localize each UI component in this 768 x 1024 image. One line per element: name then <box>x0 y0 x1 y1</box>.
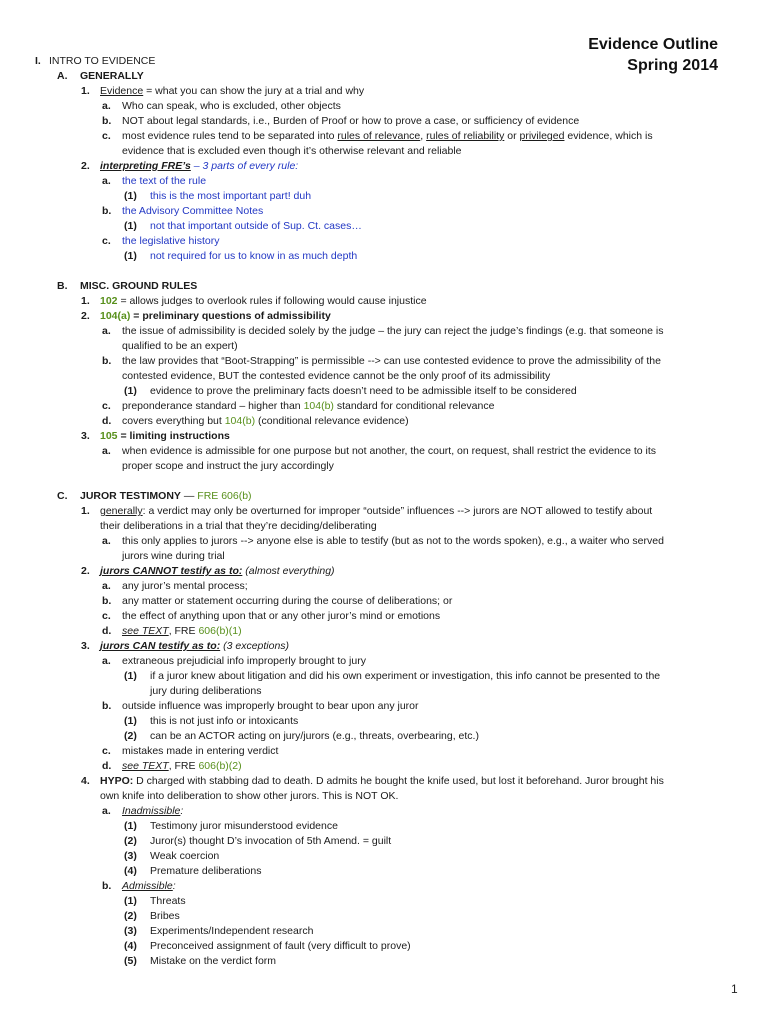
subitem-text: this only applies to jurors --> anyone else is able to testify (but as not to the words spoken), e.g., a waiter who served <box>122 535 664 547</box>
item-number: 1. <box>81 505 90 517</box>
item-heading: jurors CANNOT testify as to: <box>100 565 243 577</box>
part-heading <box>0 54 768 69</box>
point-number: (2) <box>124 730 137 742</box>
subitem-C2a <box>0 579 768 594</box>
subitem-text: the legislative history <box>122 235 220 247</box>
item-heading: interpreting FRE’s <box>100 160 191 172</box>
rule-reference: 105 <box>100 430 118 442</box>
subitem-letter: a. <box>102 325 111 337</box>
part-title: INTRO TO EVIDENCE <box>49 55 156 67</box>
subitem-C3a <box>0 654 768 669</box>
subitem-letter: d. <box>102 625 112 637</box>
point-number: (3) <box>124 850 137 862</box>
point-C4b2 <box>0 909 768 924</box>
defined-term: Evidence <box>100 85 144 97</box>
subitem-B3a <box>0 444 768 459</box>
point-number: (4) <box>124 940 137 952</box>
subitem-A1a <box>0 99 768 114</box>
subitem-text: or <box>504 130 520 142</box>
point-number: (1) <box>124 670 137 682</box>
point-number: (4) <box>124 865 137 877</box>
point-C4b1 <box>0 894 768 909</box>
rule-reference: 104(a) <box>100 310 131 322</box>
subitem-C1a-continued <box>0 549 768 564</box>
item-number: 3. <box>81 640 90 652</box>
item-number: 1. <box>81 295 90 307</box>
subitem-B2b <box>0 354 768 369</box>
point-C4a1 <box>0 819 768 834</box>
point-text: Experiments/Independent research <box>150 925 314 937</box>
item-text: = what you can show the jury at a trial and why <box>143 85 365 97</box>
item-number: 3. <box>81 430 90 442</box>
subitem-heading: Inadmissible <box>122 805 181 817</box>
subitem-letter: b. <box>102 115 112 127</box>
subitem-C3b <box>0 699 768 714</box>
rule-reference: 104(b) <box>303 400 334 412</box>
subitem-letter: a. <box>102 100 111 112</box>
point-C4b4 <box>0 939 768 954</box>
item-C4-continued <box>0 789 768 804</box>
point-B2b1 <box>0 384 768 399</box>
subitem-text: evidence that is excluded even though it’s otherwise relevant and reliable <box>122 145 462 157</box>
section-title: MISC. GROUND RULES <box>80 280 198 292</box>
subitem-A2a <box>0 174 768 189</box>
document-title: Evidence Outline <box>588 36 718 53</box>
subitem-letter: a. <box>102 580 111 592</box>
subitem-B2d <box>0 414 768 429</box>
subitem-C2b <box>0 594 768 609</box>
item-heading: jurors CAN testify as to: <box>100 640 221 652</box>
subitem-letter: b. <box>102 880 112 892</box>
subitem-letter: b. <box>102 700 112 712</box>
rule-reference: 606(b)(1) <box>198 625 242 637</box>
item-number: 1. <box>81 85 90 97</box>
point-number: (5) <box>124 955 137 967</box>
blank-line <box>0 474 768 489</box>
subitem-text: the effect of anything upon that or any other juror’s mind or emotions <box>122 610 441 622</box>
point-number: (3) <box>124 925 137 937</box>
point-text: Preconceived assignment of fault (very difficult to prove) <box>150 940 411 952</box>
subitem-text: extraneous prejudicial info improperly brought to jury <box>122 655 366 667</box>
point-text: Juror(s) thought D’s invocation of 5th Amend. = guilt <box>150 835 392 847</box>
underlined-term: rules of relevance <box>337 130 421 142</box>
item-note: (3 exceptions) <box>220 640 290 652</box>
point-number: (1) <box>124 250 137 262</box>
section-title: GENERALLY <box>80 70 144 82</box>
subitem-text: standard for conditional relevance <box>333 400 495 412</box>
item-C1-continued <box>0 519 768 534</box>
point-A2a1 <box>0 189 768 204</box>
subitem-C1a <box>0 534 768 549</box>
item-text: D charged with stabbing dad to death. D admits he bought the knife used, but lost it beforehand. Juror brought his <box>133 775 664 787</box>
subitem-letter: c. <box>102 745 111 757</box>
subitem-text: the Advisory Committee Notes <box>122 205 264 217</box>
item-B2 <box>0 309 768 324</box>
subitem-text: , FRE <box>168 625 199 637</box>
item-text: = allows judges to overlook rules if following would cause injustice <box>117 295 427 307</box>
subitem-text: outside influence was improperly brought to bear upon any juror <box>122 700 419 712</box>
subitem-colon: : <box>172 880 176 892</box>
subitem-text: any juror’s mental process; <box>122 580 248 592</box>
subitem-text: contested evidence, BUT the contested evidence cannot be the only proof of its admissibility <box>122 370 551 382</box>
subitem-C2d <box>0 624 768 639</box>
subitem-letter: c. <box>102 235 111 247</box>
point-text: can be an ACTOR acting on jury/jurors (e.g., threats, overbearing, etc.) <box>150 730 479 742</box>
subitem-C3c <box>0 744 768 759</box>
point-text: Premature deliberations <box>150 865 262 877</box>
subitem-letter: a. <box>102 655 111 667</box>
page-number: 1 <box>731 982 738 996</box>
subitem-text: proper scope and instruct the jury accordingly <box>122 460 334 472</box>
point-number: (1) <box>124 895 137 907</box>
subitem-letter: b. <box>102 595 112 607</box>
point-text: if a juror knew about litigation and did his own experiment or investigation, this info cannot be presented to the <box>150 670 661 682</box>
point-C4a4 <box>0 864 768 879</box>
section-number: B. <box>57 280 68 292</box>
subitem-letter: a. <box>102 175 111 187</box>
subitem-text: qualified to be an expert) <box>122 340 238 352</box>
subitem-B2b-continued <box>0 369 768 384</box>
hypo-label: HYPO: <box>100 775 134 787</box>
subitem-C4a <box>0 804 768 819</box>
subitem-text: preponderance standard – higher than <box>122 400 304 412</box>
subitem-B2a-continued <box>0 339 768 354</box>
subitem-C3d <box>0 759 768 774</box>
item-text: : a verdict may only be overturned for improper “outside” influences --> jurors are NOT allowed to testify about <box>142 505 653 517</box>
subitem-letter: a. <box>102 535 111 547</box>
point-C4b5 <box>0 954 768 969</box>
point-text: Testimony juror misunderstood evidence <box>150 820 338 832</box>
subitem-colon: : <box>180 805 184 817</box>
point-C3a1-continued <box>0 684 768 699</box>
section-dash: — <box>180 490 198 502</box>
underlined-term: generally <box>100 505 143 517</box>
rule-reference: 102 <box>100 295 118 307</box>
part-number: I. <box>35 55 41 67</box>
subitem-text: NOT about legal standards, i.e., Burden of Proof or how to prove a case, or sufficiency of evidence <box>122 115 580 127</box>
item-number: 2. <box>81 565 90 577</box>
outline <box>0 54 768 969</box>
subitem-text: most evidence rules tend to be separated into <box>122 130 338 142</box>
see-text-reference: see TEXT <box>122 760 169 772</box>
item-text: = limiting instructions <box>117 430 230 442</box>
subitem-A1c <box>0 129 768 144</box>
rule-reference: 104(b) <box>224 415 256 427</box>
item-text: own knife into deliberation to show other jurors. This is NOT OK. <box>100 790 399 802</box>
underlined-term: rules of reliability <box>426 130 505 142</box>
item-B3 <box>0 429 768 444</box>
item-A2 <box>0 159 768 174</box>
subitem-text: mistakes made in entering verdict <box>122 745 279 757</box>
subitem-A1b <box>0 114 768 129</box>
item-C4 <box>0 774 768 789</box>
document-term: Spring 2014 <box>627 57 718 74</box>
point-text: Bribes <box>150 910 180 922</box>
subitem-B2c <box>0 399 768 414</box>
subitem-C4b <box>0 879 768 894</box>
subitem-text: the text of the rule <box>122 175 207 187</box>
item-C2 <box>0 564 768 579</box>
point-text: this is the most important part! duh <box>150 190 312 202</box>
subitem-A2c <box>0 234 768 249</box>
point-number: (2) <box>124 835 137 847</box>
item-B1 <box>0 294 768 309</box>
item-note: – 3 parts of every rule: <box>190 160 299 172</box>
subitem-letter: a. <box>102 445 111 457</box>
subitem-text: (conditional relevance evidence) <box>255 415 409 427</box>
point-C4a3 <box>0 849 768 864</box>
section-heading-C <box>0 489 768 504</box>
subitem-letter: d. <box>102 415 112 427</box>
subitem-C2c <box>0 609 768 624</box>
item-text: their deliberations in a trial that they’re deciding/deliberating <box>100 520 377 532</box>
subitem-heading: Admissible <box>122 880 173 892</box>
subitem-text: , <box>420 130 427 142</box>
point-C3a1 <box>0 669 768 684</box>
item-C3 <box>0 639 768 654</box>
point-text: Threats <box>150 895 186 907</box>
point-C3b2 <box>0 729 768 744</box>
subitem-letter: d. <box>102 760 112 772</box>
subitem-A1c-continued <box>0 144 768 159</box>
subitem-B3a-continued <box>0 459 768 474</box>
subitem-B2a <box>0 324 768 339</box>
subitem-text: Who can speak, who is excluded, other objects <box>122 100 341 112</box>
section-number: A. <box>57 70 68 82</box>
point-number: (1) <box>124 820 137 832</box>
subitem-text: jurors wine during trial <box>122 550 225 562</box>
subitem-letter: c. <box>102 130 111 142</box>
section-title: JUROR TESTIMONY <box>80 490 181 502</box>
subitem-text: covers everything but <box>122 415 225 427</box>
subitem-text: the law provides that “Boot-Strapping” is permissible --> can use contested evidence to prove the admissibility of the <box>122 355 661 367</box>
section-heading-B <box>0 279 768 294</box>
point-number: (1) <box>124 715 137 727</box>
point-text: Weak coercion <box>150 850 220 862</box>
point-text: Mistake on the verdict form <box>150 955 277 967</box>
subitem-text: evidence, which is <box>564 130 653 142</box>
point-text: jury during deliberations <box>150 685 262 697</box>
subitem-text: the issue of admissibility is decided solely by the judge – the jury can reject the judge’s findings (e.g. that someone is <box>122 325 664 337</box>
point-C3b1 <box>0 714 768 729</box>
item-number: 2. <box>81 310 90 322</box>
subitem-letter: c. <box>102 610 111 622</box>
subitem-text: when evidence is admissible for one purpose but not another, the court, on request, shall restrict the evidence to its <box>122 445 657 457</box>
point-C4b3 <box>0 924 768 939</box>
point-number: (2) <box>124 910 137 922</box>
point-number: (1) <box>124 385 137 397</box>
underlined-term: privileged <box>519 130 565 142</box>
blank-line <box>0 264 768 279</box>
point-text: not that important outside of Sup. Ct. cases… <box>150 220 362 232</box>
see-text-reference: see TEXT <box>122 625 169 637</box>
point-text: this is not just info or intoxicants <box>150 715 299 727</box>
point-C4a2 <box>0 834 768 849</box>
rule-reference: 606(b)(2) <box>198 760 242 772</box>
subitem-A2b <box>0 204 768 219</box>
item-A1 <box>0 84 768 99</box>
item-C1 <box>0 504 768 519</box>
section-number: C. <box>57 490 68 502</box>
point-A2c1 <box>0 249 768 264</box>
subitem-text: any matter or statement occurring during the course of deliberations; or <box>122 595 453 607</box>
point-number: (1) <box>124 190 137 202</box>
subitem-letter: b. <box>102 355 112 367</box>
item-note: (almost everything) <box>242 565 335 577</box>
point-text: not required for us to know in as much depth <box>150 250 358 262</box>
subitem-letter: a. <box>102 805 111 817</box>
point-text: evidence to prove the preliminary facts doesn’t need to be admissible itself to be considered <box>150 385 577 397</box>
item-number: 2. <box>81 160 90 172</box>
point-A2b1 <box>0 219 768 234</box>
subitem-letter: b. <box>102 205 112 217</box>
subitem-letter: c. <box>102 400 111 412</box>
subitem-text: , FRE <box>168 760 199 772</box>
section-heading-A <box>0 69 768 84</box>
item-text: = preliminary questions of admissibility <box>130 310 331 322</box>
point-number: (1) <box>124 220 137 232</box>
rule-reference: FRE 606(b) <box>197 490 252 502</box>
item-number: 4. <box>81 775 90 787</box>
